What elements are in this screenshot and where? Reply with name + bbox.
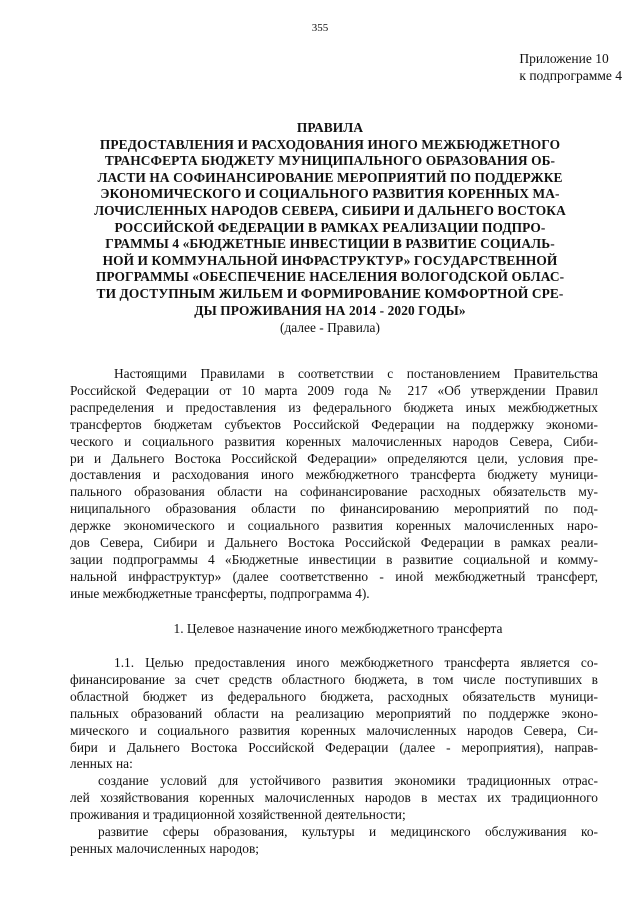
paragraph-line: создание условий для устойчивого развития экономики традиционных отрас- — [98, 773, 598, 788]
title-line: ПРЕДОСТАВЛЕНИЯ И РАСХОДОВАНИЯ ИНОГО МЕЖБЮДЖЕТНОГО — [99, 136, 561, 152]
paragraph-line: бири и Дальнего Востока Российской Федерации (далее - мероприятия), направ- — [70, 739, 598, 755]
paragraph-line: ниципального образования области по финансированию мероприятий по под- — [70, 501, 598, 517]
title-line: ТИ ДОСТУПНЫМ ЖИЛЬЕМ И ФОРМИРОВАНИЕ КОМФОРТНОЙ СРЕ- — [96, 285, 564, 301]
paragraph-line: пального образования области на софинансирование расходных обязательств му- — [70, 484, 598, 500]
paragraph-1-1 — [70, 655, 598, 773]
title-line: РОССИЙСКОЙ ФЕДЕРАЦИИ В РАМКАХ РЕАЛИЗАЦИИ ПОДПРО- — [114, 219, 546, 235]
paragraph-line: 1.1. Целью предоставления иного межбюджетного трансферта является со- — [114, 655, 598, 670]
paragraph-line: Настоящими Правилами в соответствии с постановлением Правительства — [114, 366, 598, 381]
paragraph-line: пальных образований области на реализацию мероприятий по поддержке эконо- — [70, 705, 598, 721]
paragraph-line: ленных на: — [70, 756, 133, 772]
intro-paragraph — [70, 366, 598, 603]
title-line: ТРАНСФЕРТА БЮДЖЕТУ МУНИЦИПАЛЬНОГО ОБРАЗОВАНИЯ ОБ- — [104, 153, 556, 169]
paragraph-line: дов Севера, Сибири и Дальнего Востока Российской Федерации в рамках реали- — [70, 535, 598, 551]
section-heading: 1. Целевое назначение иного межбюджетного трансферта — [173, 621, 503, 636]
paragraph-line: ри и Дальнего Востока Российской Федерации» определяются цели, условия пре- — [70, 450, 598, 466]
page-number: 355 — [311, 22, 329, 34]
title-line: ГРАММЫ 4 «БЮДЖЕТНЫЕ ИНВЕСТИЦИИ В РАЗВИТИЕ СОЦИАЛЬ- — [105, 236, 555, 252]
title-subtitle: (далее - Правила) — [280, 320, 380, 336]
paragraph-line: распределения и предоставления из федерального бюджета иных межбюджетных — [70, 399, 598, 415]
title-line: НОЙ И КОММУНАЛЬНОЙ ИНФРАСТРУКТУР» ГОСУДАРСТВЕННОЙ — [102, 252, 558, 268]
paragraph-line: зации подпрограммы 4 «Бюджетные инвестиции в развитие социальной и комму- — [70, 551, 598, 567]
paragraph-line: трансфертов бюджетам субъектов Российской Федерации на поддержку экономи- — [70, 416, 598, 432]
paragraph-line: мического и социального развития коренных малочисленных народов Севера, Си- — [70, 722, 598, 738]
title-line: ЛОЧИСЛЕННЫХ НАРОДОВ СЕВЕРА, СИБИРИ И ДАЛЬНЕГО ВОСТОКА — [94, 202, 566, 218]
title-line: ПРАВИЛА — [296, 120, 364, 135]
paragraph-line: нальной инфраструктур» (далее соответственно - иной межбюджетный трансферт, — [70, 568, 598, 584]
paragraph-line: Российской Федерации от 10 марта 2009 года № 217 «Об утверждении Правил — [70, 382, 598, 398]
appendix-reference — [519, 50, 622, 84]
paragraph-line: доставления и расходования иного межбюджетного трансферта бюджету муници- — [70, 467, 598, 483]
document-title — [60, 120, 600, 336]
title-line: ДЫ ПРОЖИВАНИЯ НА 2014 - 2020 ГОДЫ» — [194, 302, 466, 318]
paragraph-line: финансирование за счет средств областного бюджета, в том числе поступивших в — [70, 671, 598, 687]
list-item-b — [70, 824, 598, 858]
title-line: ПРОГРАММЫ «ОБЕСПЕЧЕНИЕ НАСЕЛЕНИЯ ВОЛОГОДСКОЙ ОБЛАС- — [95, 269, 565, 285]
appendix-line-1: Приложение 10 — [519, 51, 609, 66]
appendix-line-2: к подпрограмме 4 — [519, 68, 622, 83]
paragraph-line: проживания и традиционной хозяйственной деятельности; — [70, 806, 406, 822]
title-line: ЭКОНОМИЧЕСКОГО И СОЦИАЛЬНОГО РАЗВИТИЯ КОРЕННЫХ МА- — [100, 186, 560, 202]
paragraph-line: областной бюджет из федерального бюджета, расходных обязательств муници- — [70, 688, 598, 704]
paragraph-line: держке экономического и социального развития коренных малочисленных наро- — [70, 518, 598, 534]
paragraph-line: лей хозяйствования коренных малочисленных народов в местах их традиционного — [70, 789, 598, 805]
paragraph-line: ческого и социального развития коренных малочисленных народов Севера, Сиби- — [70, 433, 598, 449]
list-item-a — [70, 773, 598, 824]
title-line: ЛАСТИ НА СОФИНАНСИРОВАНИЕ МЕРОПРИЯТИЙ ПО ПОДДЕРЖКЕ — [97, 169, 563, 185]
paragraph-line: иные межбюджетные трансферты, подпрограмма 4). — [70, 585, 370, 601]
paragraph-line: ренных малочисленных народов; — [70, 840, 259, 856]
paragraph-line: развитие сферы образования, культуры и медицинского обслуживания ко- — [98, 824, 598, 839]
